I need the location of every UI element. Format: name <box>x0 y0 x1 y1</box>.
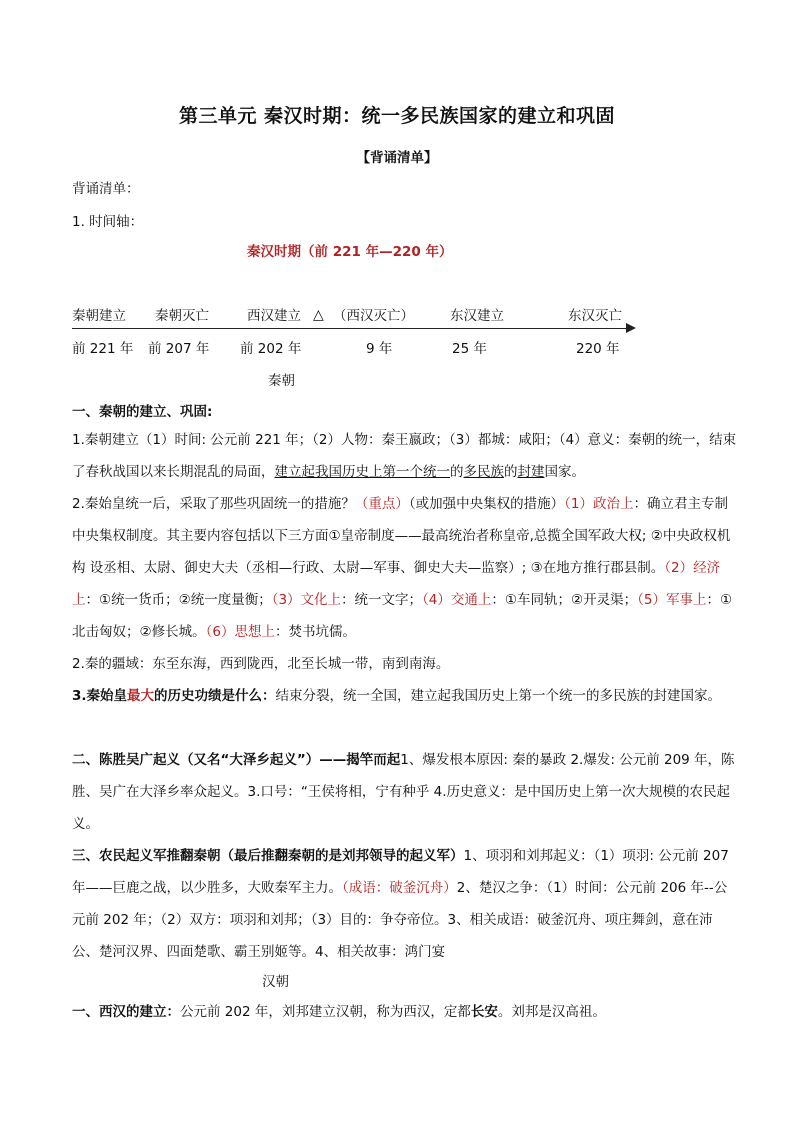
timeline-event: 秦朝灭亡 <box>155 308 209 324</box>
timeline-arrow-icon <box>626 323 636 333</box>
paragraph-qin-territory: 2.秦的疆域：东至东海，西到陇西，北至长城一带，南到南海。 <box>72 656 450 672</box>
paragraph-consolidation-measures: 2.秦始皇统一后，采取了那些巩固统一的措施？（重点）（或加强中央集权的措施）（1）政治上：确立君主专制中央集权制度。其主要内容包括以下三方面①皇帝制度——最高统治者称皇帝,总揽全国军政大权; ②中央政权机构 设丞相、太尉、御史大夫（丞相—行政、太尉—军事、御史大夫—监察）; ③在地方推行郡县制。（2）经济上：①统一货币；②统一度量衡；（3）文化上：统一文字；（4）交通上：①车同轨；②开灵渠；（5）军事上：①北击匈奴；②修长城。（6）思想上：焚书坑儒。 <box>72 496 733 640</box>
paragraph-qin-founding: 1.秦朝建立（1）时间: 公元前 221 年；（2）人物：秦王嬴政；（3）都城：咸阳；（4）意义：秦朝的统一，结束了春秋战国以来长期混乱的局面，建立起我国历史上第一个统一的多民族的封建国家。 <box>72 432 737 480</box>
section-label-han: 汉朝 <box>262 974 289 990</box>
timeline-event: 西汉建立 <box>247 308 301 324</box>
timeline-event: （西汉灭亡） <box>333 308 414 324</box>
timeline-event: 秦朝建立 <box>72 308 126 324</box>
timeline-year: 前 221 年 <box>72 341 134 357</box>
paragraph-overthrow-qin: 三、农民起义军推翻秦朝（最后推翻秦朝的是刘邦领导的起义军）1、项羽和刘邦起义：（1）项羽: 公元前 207 年——巨鹿之战，以少胜多，大败秦军主力。（成语：破釜沉舟）2、楚汉之争：（1）时间：公元前 206 年--公元前 202 年；（2）双方：项羽和刘邦；（3）目的：争夺帝位。3、相关成语：破釜沉舟、项庄舞剑，意在沛公、楚河汉界、四面楚歌、霸王别姬等。4、相关故事：鸿门宴 <box>72 848 729 960</box>
timeline-year: 前 207 年 <box>148 341 210 357</box>
paragraph-chensheng-uprising: 二、陈胜吴广起义（又名“大泽乡起义”）——揭竿而起1、爆发根本原因: 秦的暴政 2.爆发: 公元前 209 年，陈胜、吴广在大泽乡率众起义。3.口号：“王侯将相，宁有种乎 4.历史意义：是中国历史上第一次大规模的农民起义。 <box>72 752 735 832</box>
page-subtitle: 【背诵清单】 <box>356 150 438 166</box>
timeline-year: 前 202 年 <box>240 341 302 357</box>
intro-text: 背诵清单： <box>72 181 140 197</box>
section-label-qin: 秦朝 <box>268 373 295 389</box>
timeline-year: 9 年 <box>366 341 393 357</box>
timeline-event: 东汉建立 <box>450 308 504 324</box>
timeline-year: 220 年 <box>576 341 620 357</box>
paragraph-western-han: 一、西汉的建立：公元前 202 年，刘邦建立汉朝，称为西汉，定都长安。刘邦是汉高祖。 <box>72 1004 606 1020</box>
triangle-marker-icon: △ <box>313 307 324 323</box>
timeline-axis <box>72 328 628 329</box>
timeline-year: 25 年 <box>452 341 487 357</box>
timeline-event: 东汉灭亡 <box>568 308 622 324</box>
paragraph-qin-achievement: 3.秦始皇最大的历史功绩是什么：结束分裂，统一全国，建立起我国历史上第一个统一的多民族的封建国家。 <box>72 688 722 704</box>
timeline-heading: 1. 时间轴： <box>72 214 144 230</box>
timeline-title: 秦汉时期（前 221 年—220 年） <box>247 244 453 260</box>
page-title: 第三单元 秦汉时期：统一多民族国家的建立和巩固 <box>178 105 616 127</box>
heading-qin-founding: 一、秦朝的建立、巩固: <box>72 404 213 420</box>
